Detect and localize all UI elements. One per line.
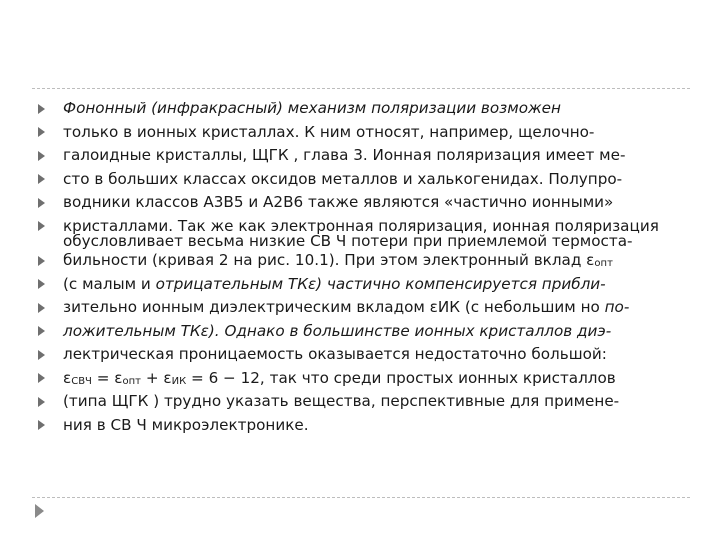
text-line	[38, 144, 668, 168]
bullet-arrow-icon	[38, 221, 45, 231]
text-segment: водники классов А3В5 и А2В6 также являются «частично ионными»	[63, 193, 614, 211]
text-line	[38, 390, 668, 414]
text-segment: лектрическая проницаемость оказывается недостаточно большой:	[63, 345, 607, 363]
text-segment: обусловливает весьма низкие СВ Ч потери при приемлемой термоста-	[63, 232, 633, 250]
text-line	[38, 414, 668, 438]
subscript-text: опт	[594, 258, 613, 269]
text-segment: (типа ЩГК ) трудно указать вещества, перспективные для примене-	[63, 392, 620, 410]
bullet-arrow-icon	[38, 373, 45, 383]
bottom-divider	[32, 497, 690, 498]
top-divider	[32, 88, 690, 89]
text-segment: (с малым и	[63, 274, 156, 293]
text-segment: ния в СВ Ч микроэлектронике.	[63, 415, 309, 434]
text-segment: бильности (кривая 2 на рис. 10.1). При этом электронный вклад ε	[63, 251, 595, 269]
text-line	[38, 273, 668, 297]
bullet-arrow-icon	[38, 151, 45, 161]
bullet-arrow-icon	[38, 256, 45, 266]
text-segment: = 6 − 12, так что среди простых ионных кристаллов	[186, 368, 616, 387]
corner-arrow-icon	[35, 504, 44, 518]
text-segment: Фононный (инфракрасный) механизм поляризации возможен	[63, 99, 561, 117]
text-segment: кристаллами. Так же как электронная поляризация, ионная поляризация	[63, 216, 659, 235]
bullet-arrow-icon	[38, 350, 45, 360]
text-line	[38, 367, 668, 391]
bullet-arrow-icon	[38, 174, 45, 184]
slide-body	[38, 97, 668, 437]
text-segment: = ε	[91, 368, 123, 387]
text-line	[38, 233, 668, 249]
text-line	[38, 343, 668, 367]
bullet-arrow-icon	[38, 198, 45, 208]
text-line	[38, 97, 668, 121]
text-segment: отрицательным ТКε) частично компенсируется прибли-	[155, 274, 606, 293]
bullet-arrow-icon	[38, 303, 45, 313]
text-segment: только в ионных кристаллах. К ним относят, например, щелочно-	[63, 122, 595, 141]
bullet-arrow-icon	[38, 326, 45, 336]
text-segment: галоидные кристаллы, ЩГК , глава 3. Ионная поляризация имеет ме-	[63, 146, 626, 164]
text-line	[38, 121, 668, 145]
bullet-arrow-icon	[38, 279, 45, 289]
text-segment: ложительным ТКε). Однако в большинстве ионных кристаллов диэ-	[63, 321, 612, 340]
text-segment: ε	[63, 368, 72, 387]
bullet-arrow-icon	[38, 104, 45, 114]
subscript-text: ИК	[171, 375, 187, 387]
bullet-arrow-icon	[38, 397, 45, 407]
text-segment: + ε	[141, 368, 172, 387]
bullet-arrow-icon	[38, 420, 45, 430]
subscript-text: СВЧ	[71, 375, 92, 387]
subscript-text: опт	[122, 375, 141, 387]
text-segment: по-	[604, 298, 630, 316]
text-line	[38, 191, 668, 215]
text-segment: сто в больших классах оксидов металлов и халькогенидах. Полупро-	[63, 169, 623, 188]
text-line	[38, 296, 668, 320]
text-line	[38, 320, 668, 344]
text-line	[38, 249, 668, 273]
text-segment: зительно ионным диэлектрическим вкладом εИК (с небольшим но	[63, 298, 605, 316]
text-line	[38, 168, 668, 192]
bullet-arrow-icon	[38, 127, 45, 137]
